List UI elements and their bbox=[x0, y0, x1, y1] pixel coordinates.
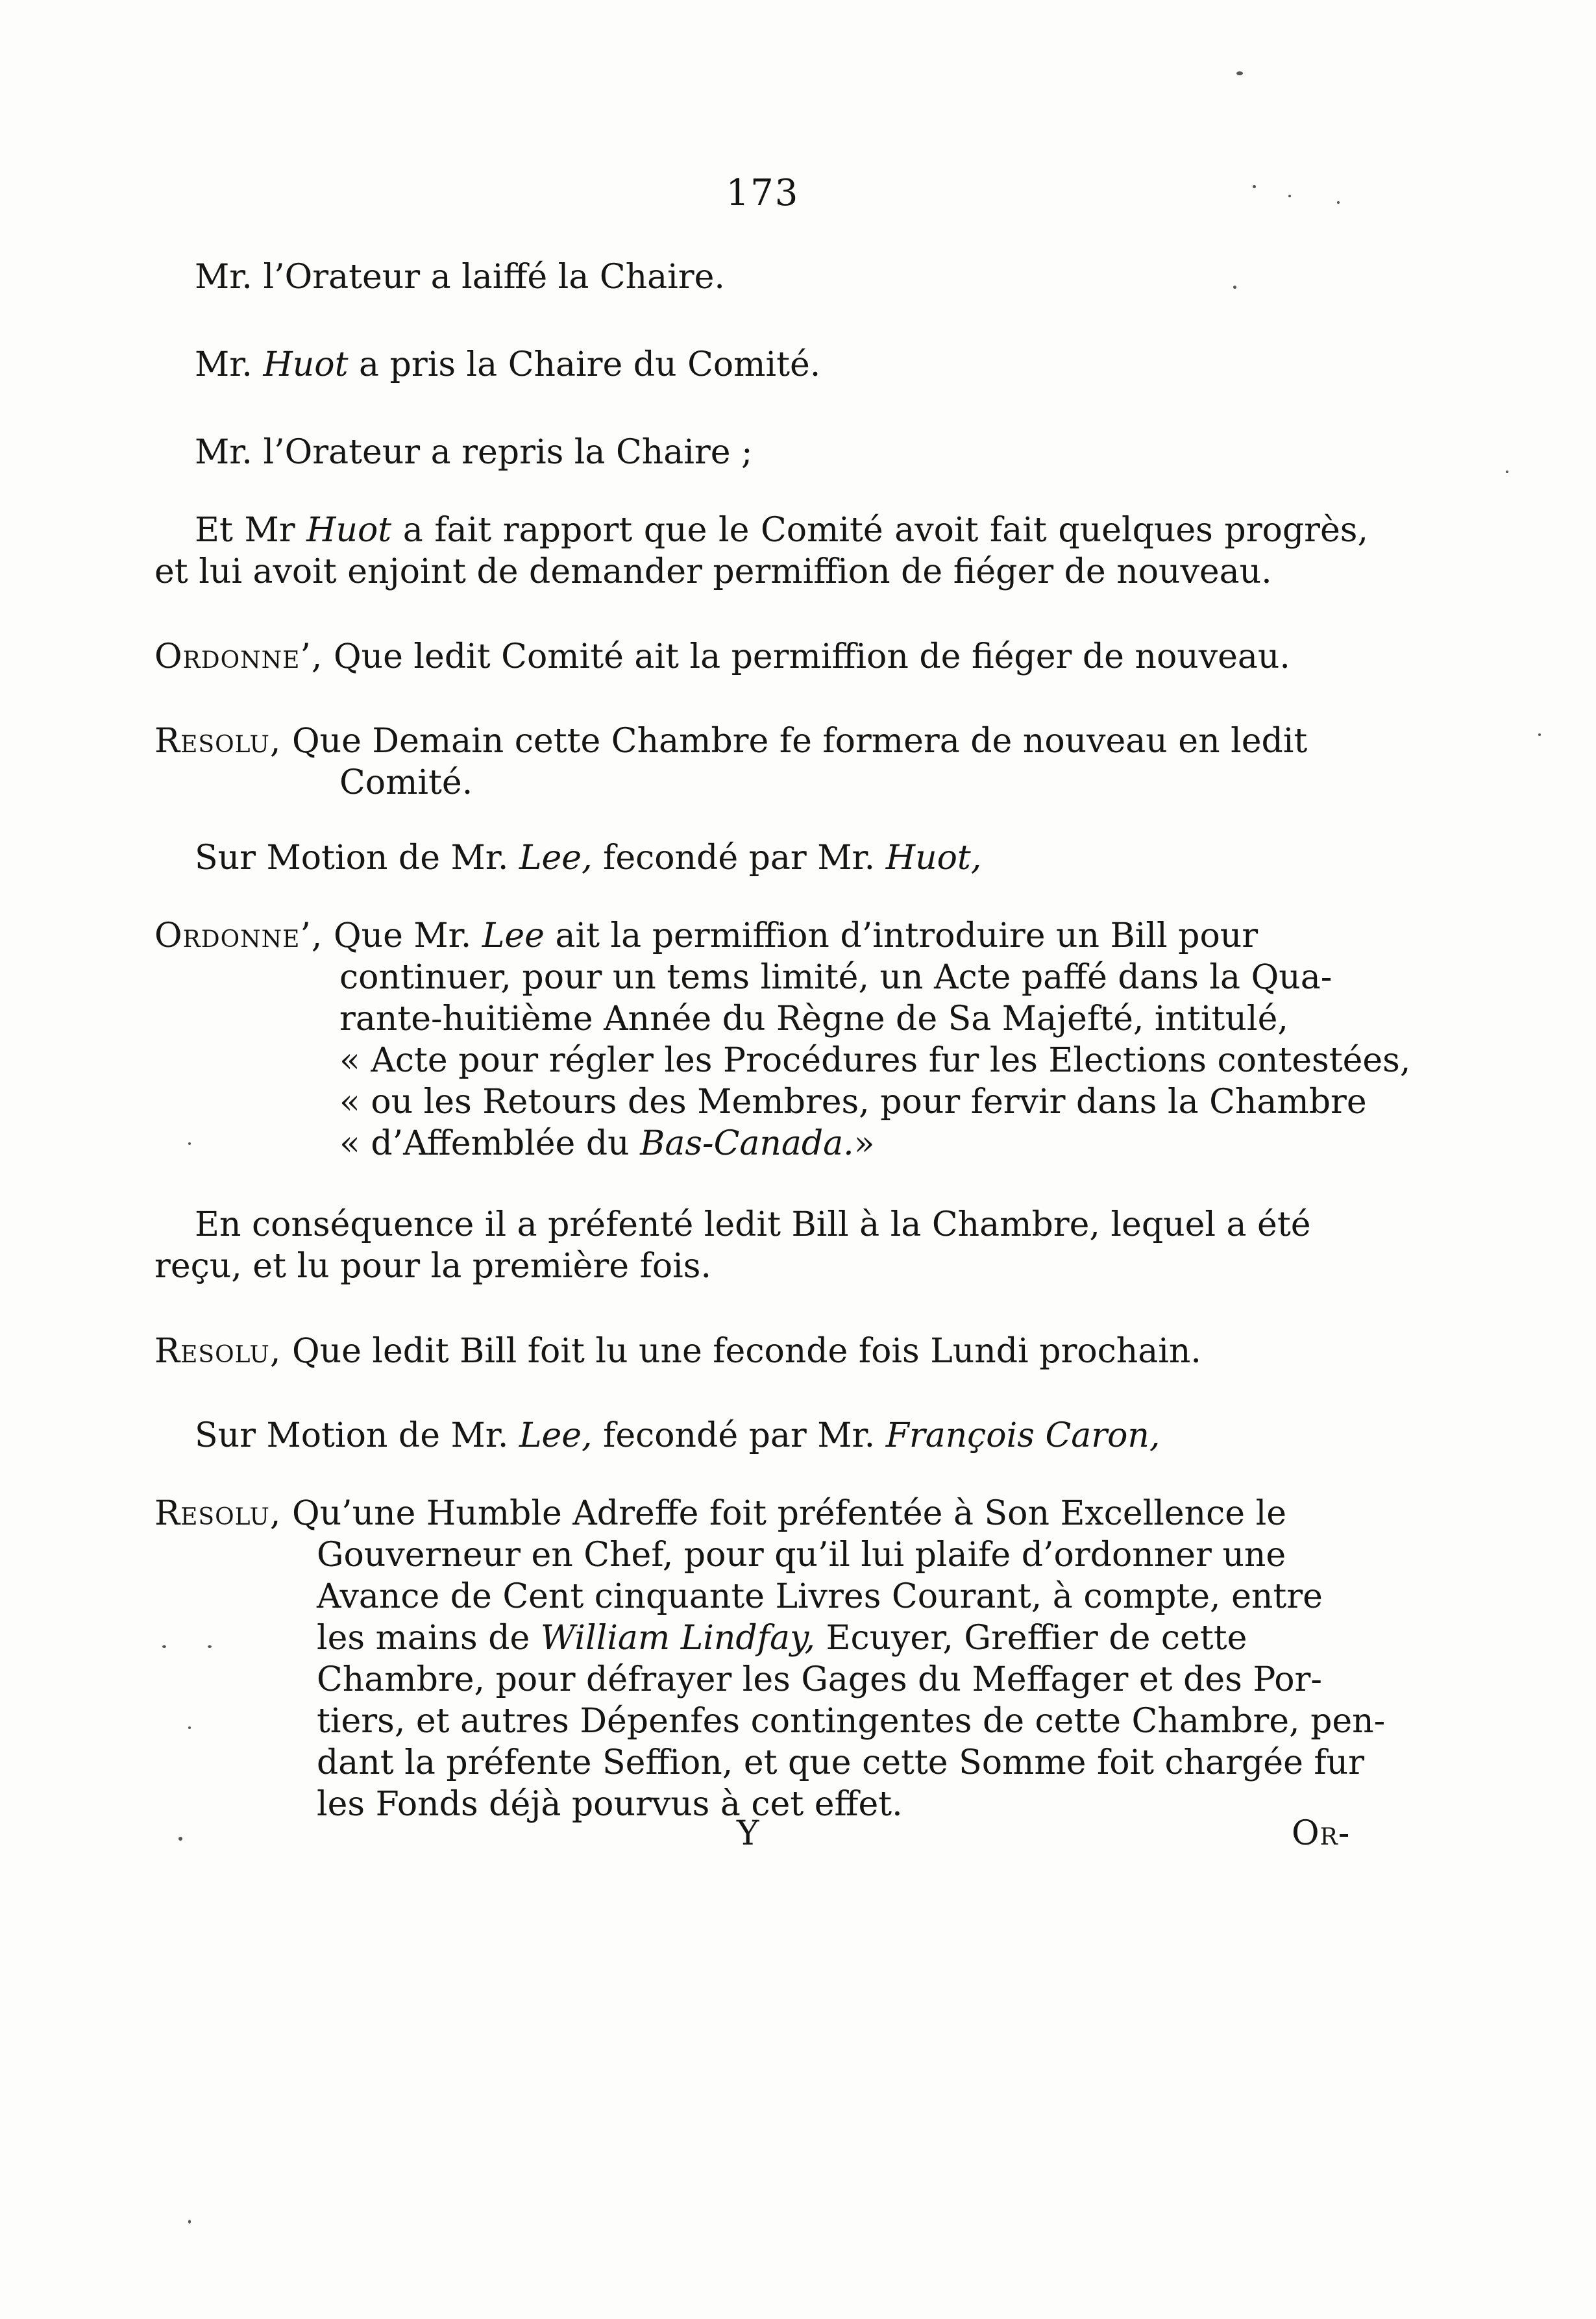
scan-speck bbox=[1538, 733, 1541, 736]
text-line: les Fonds déjà pourvus à cet effet. bbox=[317, 1785, 903, 1824]
name-italic: Huot bbox=[263, 345, 349, 384]
resolu-label: Resolu, bbox=[154, 1332, 282, 1371]
paragraph-8 bbox=[154, 915, 1411, 1164]
text: fecondé par Mr. bbox=[592, 1416, 886, 1455]
text-line: Comité. bbox=[339, 763, 473, 802]
scan-speck bbox=[188, 1726, 191, 1729]
text: Que Demain cette Chambre fe formera de nouveau en ledit bbox=[291, 722, 1308, 761]
ordonne-label: Ordonne’, bbox=[154, 916, 323, 955]
paragraph-6 bbox=[154, 720, 1368, 804]
text: Sur Motion de Mr. bbox=[195, 1416, 519, 1455]
text-line: En conséquence il a préfenté ledit Bill à la Chambre, lequel a été bbox=[195, 1205, 1311, 1244]
scan-speck bbox=[178, 1837, 182, 1841]
text-line: continuer, pour un tems limité, un Acte paffé dans la Qua- bbox=[339, 958, 1332, 997]
text: « d’Affemblée du bbox=[339, 1124, 641, 1163]
name-italic: William Lindfay, bbox=[540, 1619, 815, 1658]
text: Que ledit Comité ait la permiffion de fiéger de nouveau. bbox=[333, 637, 1290, 676]
text: Que Mr. bbox=[333, 916, 482, 955]
paragraph-10 bbox=[154, 1331, 1368, 1372]
text: a fait rapport que le Comité avoit fait quelques progrès, bbox=[391, 511, 1368, 550]
text-line: Chambre, pour défrayer les Gages du Meffager et des Por- bbox=[317, 1660, 1322, 1699]
name-italic: Huot, bbox=[885, 839, 982, 877]
name-italic: François Caron, bbox=[885, 1416, 1160, 1455]
paragraph-12 bbox=[154, 1493, 1386, 1825]
resolu-label: Resolu, bbox=[154, 1494, 282, 1533]
text-line: reçu, et lu pour la première fois. bbox=[154, 1247, 711, 1286]
text-line: Gouverneur en Chef, pour qu’il lui plaife d’ordonner une bbox=[317, 1536, 1286, 1575]
text: » bbox=[853, 1124, 875, 1163]
text: Mr. bbox=[195, 345, 264, 384]
scan-speck bbox=[1233, 286, 1236, 289]
scan-speck bbox=[208, 1645, 212, 1648]
text-line: et lui avoit enjoint de demander permiffion de fiéger de nouveau. bbox=[154, 552, 1272, 591]
scan-speck bbox=[1506, 471, 1508, 473]
scan-speck bbox=[1236, 71, 1243, 75]
text-line: « Acte pour régler les Procédures fur les Elections contestées, bbox=[339, 1041, 1411, 1080]
ordonne-label: Ordonne’, bbox=[154, 637, 323, 676]
scan-speck bbox=[188, 1142, 191, 1145]
text: les mains de bbox=[317, 1619, 541, 1658]
paragraph-2 bbox=[195, 344, 820, 386]
scan-speck bbox=[1253, 185, 1256, 188]
paragraph-9 bbox=[154, 1204, 1368, 1287]
text: fecondé par Mr. bbox=[592, 839, 886, 877]
text-line: Avance de Cent cinquante Livres Courant, à compte, entre bbox=[317, 1577, 1323, 1616]
text-line: « ou les Retours des Membres, pour fervir dans la Chambre bbox=[339, 1083, 1367, 1122]
text: Qu’une Humble Adreffe foit préfentée à Son Excellence le bbox=[291, 1494, 1286, 1533]
name-italic: Lee, bbox=[519, 839, 593, 877]
scan-speck bbox=[1337, 201, 1340, 204]
text: a pris la Chaire du Comité. bbox=[348, 345, 821, 384]
name-italic: Bas-Canada. bbox=[640, 1124, 854, 1163]
text: Que ledit Bill foit lu une feconde fois Lundi prochain. bbox=[291, 1332, 1201, 1371]
paragraph-3 bbox=[195, 432, 753, 473]
paragraph-5 bbox=[154, 636, 1362, 678]
text-line: rante-huitième Année du Règne de Sa Majefté, intitulé, bbox=[339, 1000, 1288, 1038]
paragraph-4 bbox=[154, 509, 1368, 593]
resolu-label: Resolu, bbox=[154, 722, 282, 761]
name-italic: Lee bbox=[482, 916, 545, 955]
text: Sur Motion de Mr. bbox=[195, 839, 519, 877]
scan-speck bbox=[1288, 195, 1291, 197]
text-line: Mr. l’Orateur a repris la Chaire ; bbox=[195, 433, 753, 472]
text-line: tiers, et autres Dépenfes contingentes de cette Chambre, pen- bbox=[317, 1702, 1386, 1741]
name-italic: Huot bbox=[306, 511, 392, 550]
paragraph-11 bbox=[195, 1415, 1160, 1456]
text-line: dant la préfente Seffion, et que cette Somme foit chargée fur bbox=[317, 1743, 1364, 1782]
catchword: Or- bbox=[1292, 1814, 1351, 1853]
text: Et Mr bbox=[195, 511, 307, 550]
paragraph-7 bbox=[195, 837, 981, 879]
text: ait la permiffion d’introduire un Bill pour bbox=[544, 916, 1258, 955]
page-number: 173 bbox=[726, 172, 800, 214]
paragraph-1 bbox=[195, 256, 725, 298]
scan-speck bbox=[188, 2220, 191, 2224]
scan-speck bbox=[162, 1645, 166, 1648]
signature-mark: Y bbox=[737, 1814, 759, 1853]
name-italic: Lee, bbox=[519, 1416, 593, 1455]
text: Ecuyer, Greffier de cette bbox=[815, 1619, 1247, 1658]
text-line: Mr. l’Orateur a laiffé la Chaire. bbox=[195, 258, 725, 297]
